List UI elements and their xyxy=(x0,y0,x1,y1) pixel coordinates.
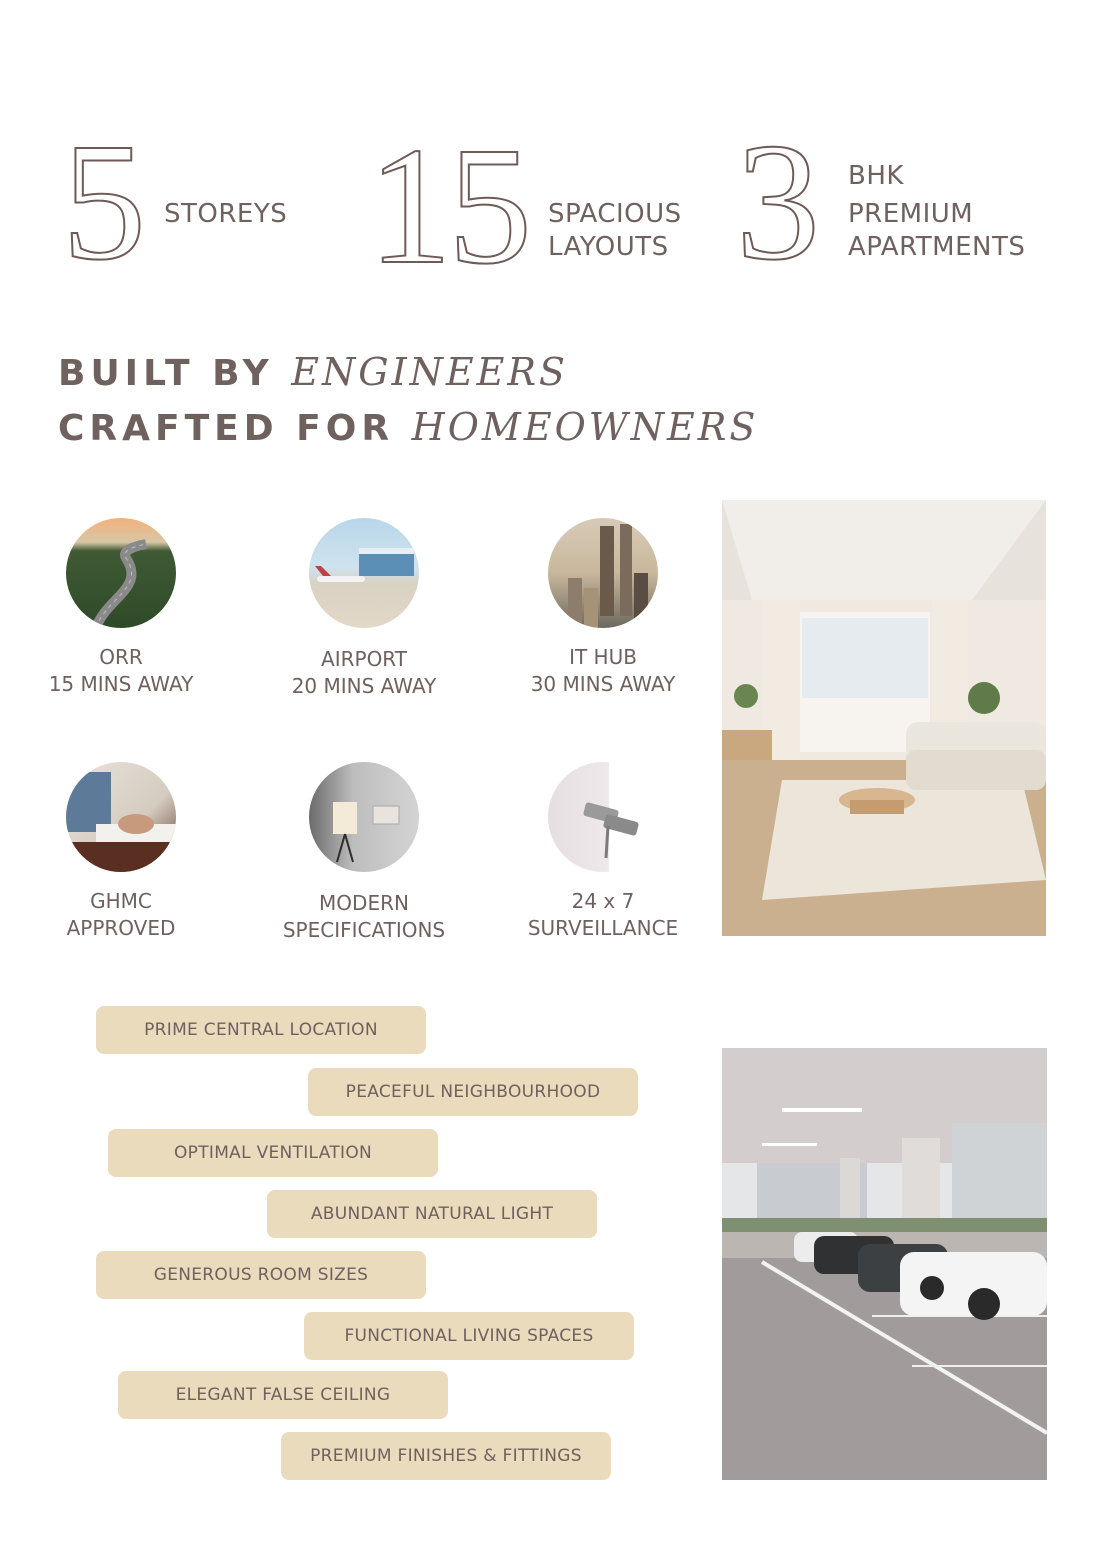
pill-generous-room-sizes: GENEROUS ROOM SIZES xyxy=(96,1251,426,1299)
headline-script-homeowners: HOMEOWNERS xyxy=(411,405,759,449)
feature-label: MODERN SPECIFICATIONS xyxy=(282,891,446,942)
stat-number-layouts: 15 xyxy=(368,113,528,299)
feature-airport xyxy=(264,518,464,700)
lamp-switch-image xyxy=(309,762,419,872)
headline-line-1: BUILT BY ENGINEERS xyxy=(58,350,568,394)
road-image xyxy=(66,518,176,628)
headline-script-engineers: ENGINEERS xyxy=(291,350,568,394)
signing-document-image xyxy=(66,762,176,872)
airport-image xyxy=(309,518,419,628)
pill-functional-living-spaces: FUNCTIONAL LIVING SPACES xyxy=(304,1312,634,1360)
city-skyline-image xyxy=(548,518,658,628)
pill-elegant-false-ceiling: ELEGANT FALSE CEILING xyxy=(118,1371,448,1419)
feature-surveillance xyxy=(503,762,703,942)
pill-optimal-ventilation: OPTIMAL VENTILATION xyxy=(108,1129,438,1177)
pill-prime-central-location: PRIME CENTRAL LOCATION xyxy=(96,1006,426,1054)
living-room-photo xyxy=(722,500,1046,936)
stat-label-storeys: STOREYS xyxy=(164,199,288,229)
feature-modern-specs xyxy=(264,762,464,944)
cctv-camera-image xyxy=(548,762,658,872)
feature-label: IT HUB 30 MINS AWAY xyxy=(530,645,676,696)
stat-number-bhk: 3 xyxy=(736,109,816,295)
parking-photo xyxy=(722,1048,1047,1480)
feature-label: ORR 15 MINS AWAY xyxy=(48,645,194,696)
pill-peaceful-neighbourhood: PEACEFUL NEIGHBOURHOOD xyxy=(308,1068,638,1116)
headline-line-2: CRAFTED FOR HOMEOWNERS xyxy=(58,405,759,449)
stat-number-storeys: 5 xyxy=(62,109,142,295)
feature-label: GHMC APPROVED xyxy=(66,889,176,940)
pill-premium-finishes-fittings: PREMIUM FINISHES & FITTINGS xyxy=(281,1432,611,1480)
feature-orr xyxy=(21,518,221,698)
feature-label: 24 x 7 SURVEILLANCE xyxy=(527,889,679,940)
stat-label-layouts: SPACIOUS LAYOUTS xyxy=(548,199,682,262)
stat-label-bhk: BHK PREMIUM APARTMENTS xyxy=(848,161,1026,262)
feature-it-hub xyxy=(503,518,703,698)
feature-ghmc xyxy=(21,762,221,942)
pill-abundant-natural-light: ABUNDANT NATURAL LIGHT xyxy=(267,1190,597,1238)
feature-label: AIRPORT 20 MINS AWAY xyxy=(291,647,437,698)
